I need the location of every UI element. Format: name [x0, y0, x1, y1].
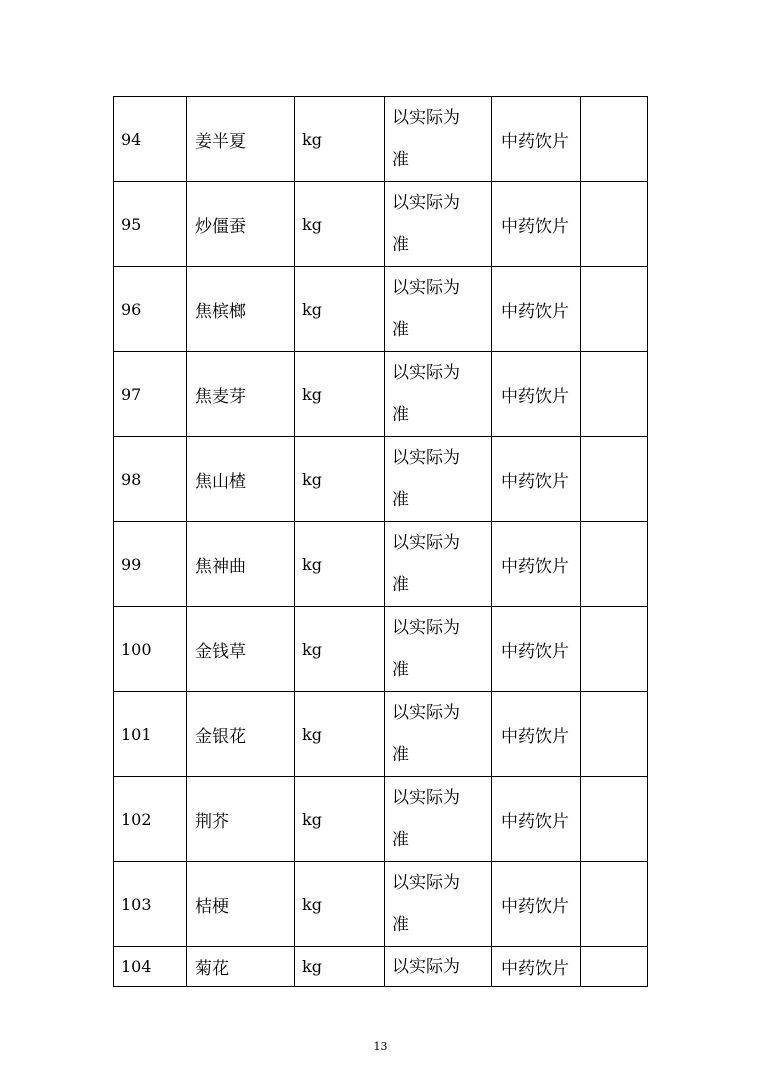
item-category: 中药饮片 [501, 726, 569, 747]
item-name-cell [187, 97, 295, 182]
table-row [114, 607, 648, 692]
item-name-cell [187, 437, 295, 522]
table-row [114, 97, 648, 182]
item-category: 中药饮片 [501, 896, 569, 917]
item-quantity-cell [385, 522, 492, 607]
item-quantity-cell [385, 777, 492, 862]
item-category-cell [492, 267, 581, 352]
item-category: 中药饮片 [501, 811, 569, 832]
item-number-cell [114, 97, 187, 182]
item-number: 97 [121, 384, 142, 404]
item-remark-cell [581, 777, 648, 862]
item-quantity: 以实际为准 [392, 448, 460, 510]
item-quantity-cell [385, 352, 492, 437]
item-name-cell [187, 267, 295, 352]
item-unit: kg [302, 894, 322, 914]
item-unit-cell [295, 607, 385, 692]
item-name: 焦神曲 [195, 556, 246, 577]
table-row [114, 947, 648, 987]
item-category: 中药饮片 [501, 959, 569, 979]
item-name: 金银花 [195, 726, 246, 747]
item-number: 94 [121, 129, 142, 149]
item-unit: kg [302, 809, 322, 829]
item-unit: kg [302, 639, 322, 659]
item-category-cell [492, 352, 581, 437]
item-quantity: 以实际为准 [392, 788, 460, 850]
item-number-cell [114, 352, 187, 437]
item-unit: kg [302, 129, 322, 149]
item-category-cell [492, 947, 581, 987]
item-name-cell [187, 522, 295, 607]
item-category-cell [492, 607, 581, 692]
table-row [114, 267, 648, 352]
item-name: 炒僵蚕 [195, 216, 246, 237]
item-name: 姜半夏 [195, 131, 246, 152]
item-category: 中药饮片 [501, 301, 569, 322]
item-quantity-cell [385, 267, 492, 352]
item-unit-cell [295, 182, 385, 267]
table-row [114, 437, 648, 522]
item-number: 99 [121, 554, 142, 574]
item-name-cell [187, 692, 295, 777]
item-remark-cell [581, 437, 648, 522]
item-name: 焦麦芽 [195, 386, 246, 407]
item-unit: kg [302, 214, 322, 234]
item-remark-cell [581, 182, 648, 267]
item-name-cell [187, 182, 295, 267]
item-quantity-cell [385, 437, 492, 522]
table-row [114, 862, 648, 947]
item-number-cell [114, 267, 187, 352]
item-quantity: 以实际为准 [392, 193, 460, 255]
item-category-cell [492, 692, 581, 777]
item-remark-cell [581, 947, 648, 987]
item-name-cell [187, 777, 295, 862]
item-category-cell [492, 97, 581, 182]
item-quantity: 以实际为准 [392, 533, 460, 595]
item-quantity: 以实际为准 [392, 703, 460, 765]
item-quantity: 以实际为 [392, 956, 460, 977]
item-unit: kg [302, 957, 322, 976]
item-remark-cell [581, 267, 648, 352]
item-number: 96 [121, 299, 142, 319]
item-name-cell [187, 352, 295, 437]
item-remark-cell [581, 862, 648, 947]
item-number: 95 [121, 214, 142, 234]
item-number-cell [114, 777, 187, 862]
item-name-cell [187, 947, 295, 987]
page-number: 13 [373, 1040, 388, 1053]
item-number-cell [114, 522, 187, 607]
item-number-cell [114, 607, 187, 692]
item-remark-cell [581, 97, 648, 182]
table-row [114, 522, 648, 607]
item-number: 101 [121, 724, 152, 744]
item-quantity-cell [385, 947, 492, 987]
item-quantity: 以实际为准 [392, 618, 460, 680]
item-number: 102 [121, 809, 152, 829]
item-unit: kg [302, 724, 322, 744]
herbal-items-table [113, 96, 648, 987]
item-quantity-cell [385, 607, 492, 692]
item-name: 桔梗 [195, 896, 229, 917]
item-quantity-cell [385, 182, 492, 267]
item-category: 中药饮片 [501, 641, 569, 662]
item-unit: kg [302, 554, 322, 574]
item-name: 荆芥 [195, 811, 229, 832]
item-name: 菊花 [195, 959, 229, 979]
item-category: 中药饮片 [501, 386, 569, 407]
item-number: 103 [121, 894, 152, 914]
item-number-cell [114, 437, 187, 522]
item-number-cell [114, 947, 187, 987]
item-quantity-cell [385, 862, 492, 947]
item-remark-cell [581, 522, 648, 607]
item-quantity: 以实际为准 [392, 873, 460, 935]
item-name-cell [187, 862, 295, 947]
item-category: 中药饮片 [501, 216, 569, 237]
item-unit-cell [295, 522, 385, 607]
table-row [114, 692, 648, 777]
item-category-cell [492, 182, 581, 267]
item-category-cell [492, 522, 581, 607]
item-number: 104 [121, 957, 152, 976]
item-number-cell [114, 862, 187, 947]
item-quantity-cell [385, 692, 492, 777]
item-quantity: 以实际为准 [392, 278, 460, 340]
item-category-cell [492, 437, 581, 522]
item-unit: kg [302, 469, 322, 489]
item-unit-cell [295, 862, 385, 947]
item-quantity-cell [385, 97, 492, 182]
item-name-cell [187, 607, 295, 692]
item-unit-cell [295, 97, 385, 182]
item-category: 中药饮片 [501, 471, 569, 492]
item-name: 焦槟榔 [195, 301, 246, 322]
item-unit-cell [295, 692, 385, 777]
item-unit-cell [295, 777, 385, 862]
table-row [114, 352, 648, 437]
item-number-cell [114, 692, 187, 777]
item-number-cell [114, 182, 187, 267]
item-quantity: 以实际为准 [392, 108, 460, 170]
item-number: 100 [121, 639, 152, 659]
item-unit: kg [302, 299, 322, 319]
item-category-cell [492, 862, 581, 947]
item-unit: kg [302, 384, 322, 404]
item-unit-cell [295, 437, 385, 522]
item-unit-cell [295, 947, 385, 987]
item-category-cell [492, 777, 581, 862]
item-remark-cell [581, 692, 648, 777]
item-category: 中药饮片 [501, 556, 569, 577]
item-remark-cell [581, 607, 648, 692]
table-row [114, 182, 648, 267]
table-row [114, 777, 648, 862]
item-name: 焦山楂 [195, 471, 246, 492]
item-quantity: 以实际为准 [392, 363, 460, 425]
item-remark-cell [581, 352, 648, 437]
item-unit-cell [295, 267, 385, 352]
item-unit-cell [295, 352, 385, 437]
item-name: 金钱草 [195, 641, 246, 662]
item-number: 98 [121, 469, 142, 489]
item-category: 中药饮片 [501, 131, 569, 152]
table-body [114, 97, 648, 987]
